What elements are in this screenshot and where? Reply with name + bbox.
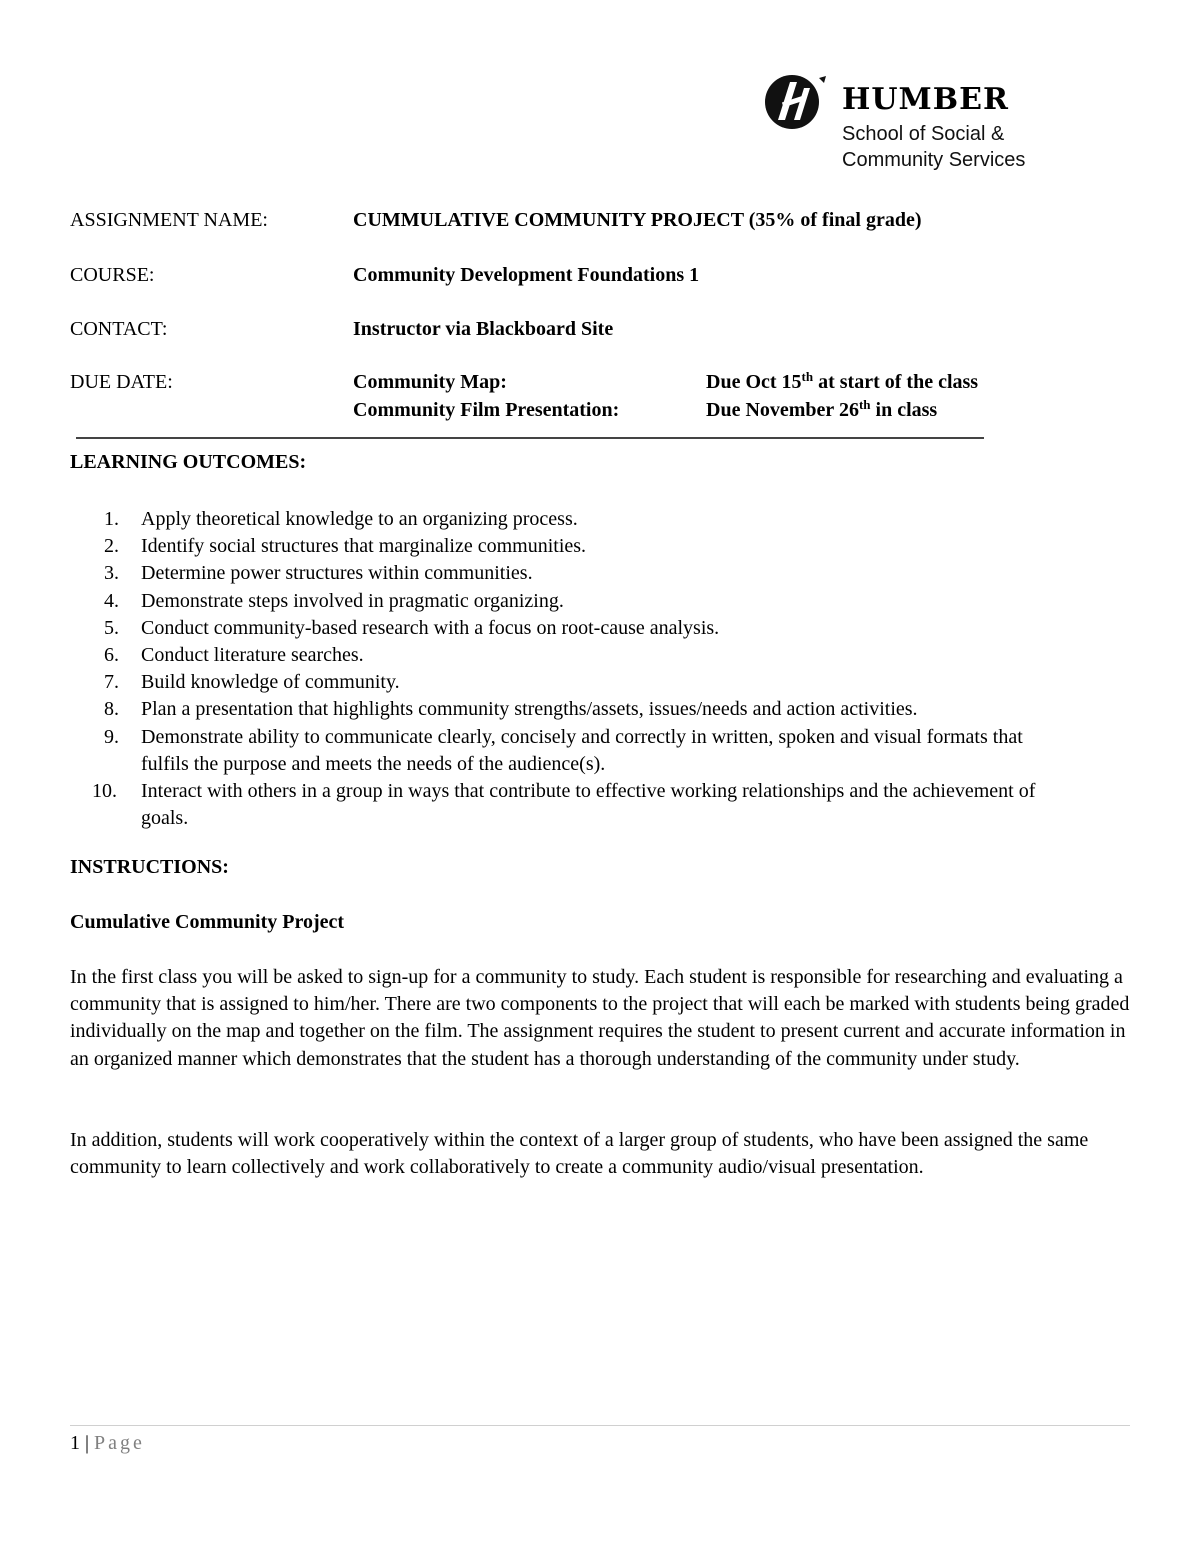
logo-name: HUMBER: [842, 82, 1009, 117]
contact-label: CONTACT:: [70, 318, 168, 340]
due-date-label: DUE DATE:: [70, 371, 173, 393]
due-date-map: Due Oct 15th at start of the class: [706, 369, 979, 393]
page-footer: [70, 1432, 145, 1455]
course-value: Community Development Foundations 1: [353, 264, 700, 286]
list-item: 2. Identify social structures that marginalize communities.: [104, 535, 587, 558]
logo-subtitle-line2: Community Services: [842, 149, 1026, 171]
due-item-film: Community Film Presentation:: [353, 399, 620, 421]
list-item: 7. Build knowledge of community.: [104, 671, 400, 694]
page-number: 1: [70, 1432, 80, 1454]
humber-emblem-icon: [764, 72, 826, 132]
list-item: 10. Interact with others in a group in ways that contribute to effective working relationships and the achievement of goals.: [92, 780, 1036, 830]
list-item: 3. Determine power structures within communities.: [104, 562, 533, 585]
header-divider: [76, 437, 984, 439]
course-label: COURSE:: [70, 264, 155, 286]
footer-divider: [70, 1425, 1130, 1426]
page-label: Page: [94, 1432, 145, 1454]
list-item: 5. Conduct community-based research with a focus on root-cause analysis.: [104, 616, 720, 639]
assignment-label: ASSIGNMENT NAME:: [70, 209, 268, 231]
list-item: 4. Demonstrate steps involved in pragmatic organizing.: [104, 589, 564, 612]
contact-value: Instructor via Blackboard Site: [353, 318, 614, 340]
due-date-film: Due November 26th in class: [706, 397, 938, 421]
project-subheading: Cumulative Community Project: [70, 911, 345, 933]
page-separator: |: [80, 1432, 95, 1454]
instructions-heading: INSTRUCTIONS:: [70, 856, 229, 878]
instructions-paragraph-1: In the first class you will be asked to sign-up for a community to study. Each student is responsible for researching and evaluating a community that is assigned to him/her. There are two components to the project that will each be marked with students being graded individually on the map and together on the film. The assignment requires the student to present current and accurate information in an organized manner which demonstrates that the student has a thorough understanding of the community under study.: [70, 966, 1130, 1070]
assignment-value: CUMMULATIVE COMMUNITY PROJECT (35% of final grade): [353, 209, 922, 231]
learning-outcomes-heading: LEARNING OUTCOMES:: [70, 451, 307, 473]
list-item: 1. Apply theoretical knowledge to an organizing process.: [104, 508, 578, 530]
logo-subtitle-line1: School of Social &: [842, 123, 1005, 145]
instructions-paragraph-2: In addition, students will work cooperatively within the context of a larger group of students, who have been assigned the same community to learn collectively and work collaboratively to create a community audio/visual presentation.: [70, 1129, 1089, 1179]
list-item: 6. Conduct literature searches.: [104, 644, 364, 667]
due-item-map: Community Map:: [353, 371, 507, 393]
learning-outcomes-list: [70, 506, 1070, 832]
list-item: 8. Plan a presentation that highlights community strengths/assets, issues/needs and action activities.: [104, 698, 918, 721]
list-item: 9. Demonstrate ability to communicate clearly, concisely and correctly in written, spoken and visual formats that fulfils the purpose and meets the needs of the audience(s).: [104, 725, 1023, 775]
